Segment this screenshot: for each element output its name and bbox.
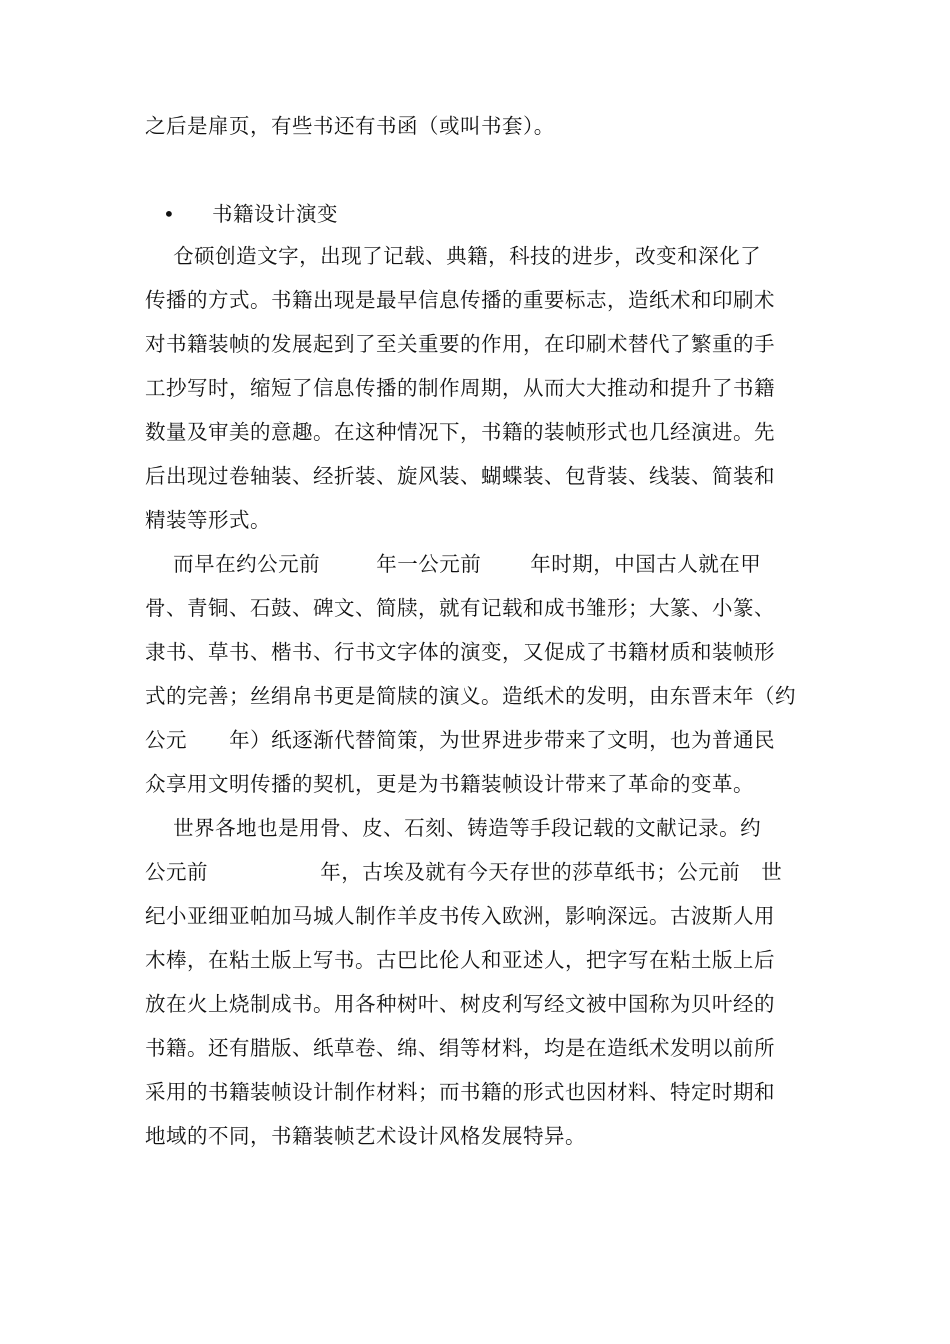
body-line: 精装等形式。 xyxy=(145,508,271,532)
section-heading: 书籍设计演变 xyxy=(212,202,338,226)
body-line: 仓硕创造文字，出现了记载、典籍，科技的进步，改变和深化了 xyxy=(145,244,762,268)
body-line: 隶书、草书、楷书、行书文字体的演变，又促成了书籍材质和装帧形 xyxy=(145,640,775,664)
body-line: 书籍。还有腊版、纸草卷、绵、绢等材料，均是在造纸术发明以前所 xyxy=(145,1036,775,1060)
body-line: 世界各地也是用骨、皮、石刻、铸造等手段记载的文献记录。约 xyxy=(145,816,762,840)
bullet-marker: • xyxy=(163,202,175,226)
body-line: 地域的不同，书籍装帧艺术设计风格发展特异。 xyxy=(145,1124,586,1148)
body-line: 众享用文明传播的契机，更是为书籍装帧设计带来了革命的变革。 xyxy=(145,772,754,796)
body-line: 而早在约公元前 年一公元前 年时期，中国古人就在甲 xyxy=(145,552,762,576)
body-line: 纪小亚细亚帕加马城人制作羊皮书传入欧洲，影响深远。古波斯人用 xyxy=(145,904,775,928)
intro-line: 之后是扉页，有些书还有书函（或叫书套）。 xyxy=(145,114,555,138)
body-line: 对书籍装帧的发展起到了至关重要的作用，在印刷术替代了繁重的手 xyxy=(145,332,775,356)
body-line: 传播的方式。书籍出现是最早信息传播的重要标志，造纸术和印刷术 xyxy=(145,288,775,312)
body-line: 放在火上烧制成书。用各种树叶、树皮利写经文被中国称为贝叶经的 xyxy=(145,992,775,1016)
body-line: 骨、青铜、石鼓、碑文、简牍，就有记载和成书雏形；大篆、小篆、 xyxy=(145,596,775,620)
body-line: 后出现过卷轴装、经折装、旋风装、蝴蝶装、包背装、线装、简装和 xyxy=(145,464,775,488)
body-line: 公元前 年，古埃及就有今天存世的莎草纸书；公元前 世 xyxy=(145,860,783,884)
body-line: 公元 年）纸逐渐代替简策，为世界进步带来了文明，也为普通民 xyxy=(145,728,776,752)
body-line: 采用的书籍装帧设计制作材料；而书籍的形式也因材料、特定时期和 xyxy=(145,1080,775,1104)
body-line: 式的完善；丝绢帛书更是简牍的演义。造纸术的发明，由东晋末年（约 xyxy=(145,684,796,708)
body-line: 工抄写时，缩短了信息传播的制作周期，从而大大推动和提升了书籍 xyxy=(145,376,775,400)
body-line: 木棒，在粘土版上写书。古巴比伦人和亚述人，把字写在粘土版上后 xyxy=(145,948,775,972)
body-line: 数量及审美的意趣。在这种情况下，书籍的装帧形式也几经演进。先 xyxy=(145,420,775,444)
